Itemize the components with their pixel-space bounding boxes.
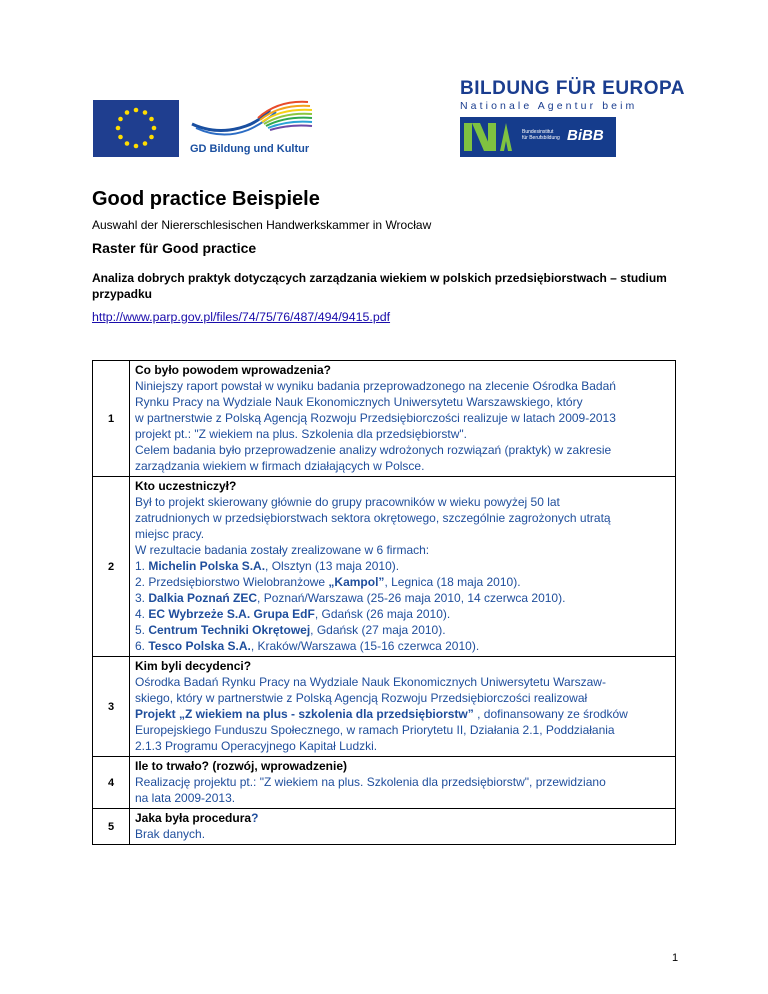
bfe-title: BILDUNG FÜR EUROPA bbox=[460, 78, 686, 99]
row-number: 5 bbox=[93, 809, 130, 845]
row-line: skiego, który w partnerstwie z Polską Agencją Rozwoju Przedsiębiorczości realizował bbox=[135, 691, 588, 705]
firm-item: 5. Centrum Techniki Okrętowej, Gdańsk (27 maja 2010). bbox=[135, 623, 446, 637]
section-heading: Raster für Good practice bbox=[92, 240, 257, 256]
row-line: Celem badania było przeprowadzenie analizy wdrożonych rozwiązań (praktyk) w zakresie bbox=[135, 443, 612, 457]
table-row bbox=[93, 361, 676, 477]
eu-flag-icon bbox=[93, 100, 179, 157]
na-bibb-logo bbox=[460, 117, 616, 157]
firm-item: 6. Tesco Polska S.A., Kraków/Warszawa (15-16 czerwca 2010). bbox=[135, 639, 480, 653]
row-line: w partnerstwie z Polską Agencją Rozwoju Przedsiębiorczości realizuje w latach 2009-2013 bbox=[135, 411, 616, 425]
row-line: zatrudnionych w przedsiębiorstwach sektora okrętowego, szczególnie zagrożonych utratą bbox=[135, 511, 611, 525]
na-mark-icon bbox=[460, 117, 516, 157]
row-line: Realizację projektu pt.: "Z wiekiem na plus. Szkolenia dla przedsiębiorstw", przewidziano bbox=[135, 775, 606, 789]
gd-bildung-logo bbox=[188, 96, 316, 166]
row-question: Co było powodem wprowadzenia? bbox=[135, 363, 332, 377]
row-line: Europejskiego Funduszu Społecznego, w ramach Priorytetu II, Działania 2.1, Poddziałania bbox=[135, 723, 615, 737]
table-row bbox=[93, 477, 676, 657]
row-content bbox=[130, 809, 676, 845]
row-line: Ośrodka Badań Rynku Pracy na Wydziale Nauk Ekonomicznych Uniwersytetu Warszaw- bbox=[135, 675, 606, 689]
row-content bbox=[130, 757, 676, 809]
row-number: 2 bbox=[93, 477, 130, 657]
row-line: na lata 2009-2013. bbox=[135, 791, 236, 805]
na-small-text: Bundesinstitut für Berufsbildung bbox=[522, 129, 560, 141]
row-line: projekt pt.: "Z wiekiem na plus. Szkolenia dla przedsiębiorstw". bbox=[135, 427, 467, 441]
row-line: Był to projekt skierowany głównie do grupy pracowników w wieku powyżej 50 lat bbox=[135, 495, 560, 509]
page-subtitle: Auswahl der Niererschlesischen Handwerkskammer in Wrocław bbox=[92, 218, 432, 232]
firm-item: 2. Przedsiębiorstwo Wielobranżowe „Kampol”, Legnica (18 maja 2010). bbox=[135, 575, 521, 589]
firm-item: 3. Dalkia Poznań ZEC, Poznań/Warszawa (25-26 maja 2010, 14 czerwca 2010). bbox=[135, 591, 566, 605]
row-line: W rezultacie badania zostały zrealizowane w 6 firmach: bbox=[135, 543, 430, 557]
table-row bbox=[93, 657, 676, 757]
row-line: Projekt „Z wiekiem na plus - szkolenia dla przedsiębiorstw” , dofinansowany ze środków bbox=[135, 707, 628, 721]
row-question: Ile to trwało? (rozwój, wprowadzenie) bbox=[135, 759, 348, 773]
firm-item: 1. Michelin Polska S.A., Olsztyn (13 maja 2010). bbox=[135, 559, 400, 573]
page-title: Good practice Beispiele bbox=[92, 188, 320, 210]
row-question: Kim byli decydenci? bbox=[135, 659, 252, 673]
firm-item: 4. EC Wybrzeże S.A. Grupa EdF, Gdańsk (26 maja 2010). bbox=[135, 607, 451, 621]
row-line: 2.1.3 Programu Operacyjnego Kapitał Ludzki. bbox=[135, 739, 378, 753]
study-title: Analiza dobrych praktyk dotyczących zarządzania wiekiem w polskich przedsiębiorstwach – studium przypadku bbox=[92, 271, 667, 301]
row-content bbox=[130, 361, 676, 477]
page-number: 1 bbox=[672, 952, 679, 964]
row-line: Brak danych. bbox=[135, 827, 206, 841]
row-content bbox=[130, 477, 676, 657]
row-number: 3 bbox=[93, 657, 130, 757]
row-number: 1 bbox=[93, 361, 130, 477]
gd-caption: GD Bildung und Kultur bbox=[190, 143, 310, 155]
row-line: miejsc pracy. bbox=[135, 527, 205, 541]
row-number: 4 bbox=[93, 757, 130, 809]
row-line: Niniejszy raport powstał w wyniku badania przeprowadzonego na zlecenie Ośrodka Badań bbox=[135, 379, 616, 393]
good-practice-table bbox=[92, 360, 676, 845]
bibb-wordmark: BiBB bbox=[567, 127, 604, 144]
source-link[interactable]: http://www.parp.gov.pl/files/74/75/76/487/494/9415.pdf bbox=[92, 310, 391, 324]
row-line: Rynku Pracy na Wydziale Nauk Ekonomicznych Uniwersytetu Warszawskiego, który bbox=[135, 395, 583, 409]
row-line: zarządzania wiekiem w firmach działających w Polsce. bbox=[135, 459, 425, 473]
table-row bbox=[93, 757, 676, 809]
row-question: Jaka była procedura? bbox=[135, 811, 259, 825]
table-row bbox=[93, 809, 676, 845]
row-question: Kto uczestniczył? bbox=[135, 479, 237, 493]
row-content bbox=[130, 657, 676, 757]
bfe-subtitle: Nationale Agentur beim bbox=[460, 100, 638, 112]
